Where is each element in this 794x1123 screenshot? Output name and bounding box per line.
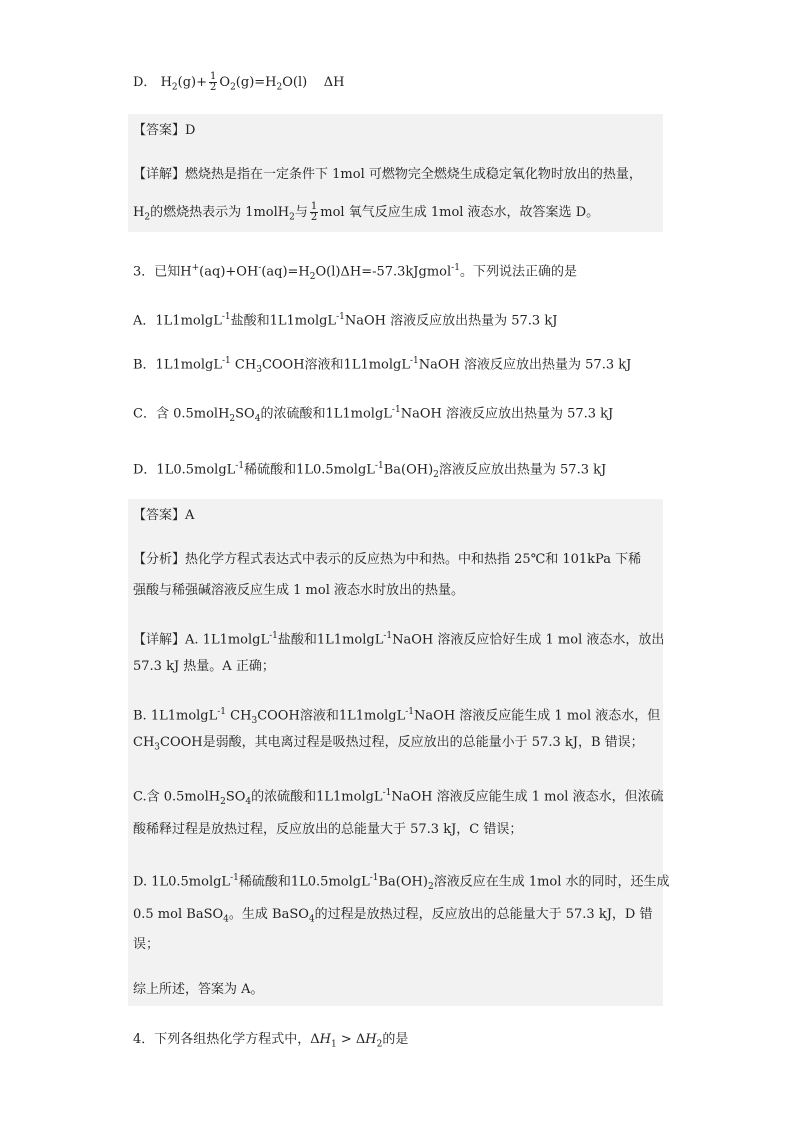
q3-detail-a-line-1: 【详解】A. 1L1molgL$^{-1}$盐酸和1L1molgL$^{-1}$NaOH 溶液反应恰好生成 1 mol 液态水，放出	[133, 631, 665, 648]
fraction: $\frac{1}{2}$	[310, 201, 318, 223]
q3-option-d: D．1L0.5molgL$^{-1}$稀硫酸和$1L0.5molgL^{-1}Ba(OH)_2$溶液反应放出热量为 57.3 kJ	[133, 461, 607, 480]
q3-option-b: B．1L1molgL$^{-1}$ $CH_3COOH$溶液和1L1molgL$^{-1}$NaOH 溶液反应放出热量为 57.3 kJ	[133, 356, 632, 375]
fraction: $\frac{1}{2}$	[210, 71, 217, 93]
q3-detail-d-line-2: 0.5 mol BaSO$_4$。生成 BaSO$_4$的过程是放热过程，反应放出的总能量大于 57.3 kJ，D 错	[133, 907, 653, 925]
q3-option-c: C．含 $0.5molH_2SO_4$的浓硫酸和1L1molgL$^{-1}$NaOH 溶液反应放出热量为 57.3 kJ	[133, 405, 614, 424]
q3-analysis-line-1: 【分析】热化学方程式表达式中表示的反应热为中和热。中和热指 25℃和 101kPa 下稀	[133, 552, 642, 567]
q3-detail-a-line-2: 57.3 kJ 热量。A 正确；	[133, 659, 275, 674]
q3-detail-d-line-1: D. 1L0.5molgL$^{-1}$稀硫酸和$1L0.5molgL^{-1}Ba(OH)_2$溶液反应在生成 1mol 水的同时，还生成	[133, 873, 670, 892]
q3-detail-b-line-1: B. 1L1molgL$^{-1}$ $CH_3COOH$溶液和1L1molgL$^{-1}$NaOH 溶液反应能生成 1 mol 液态水，但	[133, 707, 661, 726]
q3-summary: 综上所述，答案为 A。	[133, 982, 264, 997]
q4-stem: 4．下列各组热化学方程式中，$\Delta H_1 > \Delta H_2$的是	[133, 1032, 409, 1050]
option-label: D．	[133, 75, 157, 90]
q3-detail-d-line-3: 误；	[133, 937, 160, 952]
q2-detail-line-1: 【详解】燃烧热是指在一定条件下 1mol 可燃物完全燃烧生成稳定氧化物时放出的热量，	[133, 167, 642, 182]
q2-detail-line-2: $H_2$的燃烧热表示为 1molH$_2$与 $\frac{1}{2}$ mol 氧气反应生成 1mol 液态水，故答案选 D。	[133, 201, 600, 223]
q3-analysis-line-2: 强酸与稀强碱溶液反应生成 1 mol 液态水时放出的热量。	[133, 583, 464, 598]
q3-answer: 【答案】A	[133, 508, 195, 523]
q3-detail-c-line-2: 酸稀释过程是放热过程，反应放出的总能量大于 57.3 kJ，C 错误；	[133, 822, 523, 837]
q3-stem: 3．已知$H^+(aq)+OH^-(aq)=H_2O(l)\Delta H=-57.3kJgmol^{-1}$。下列说法正确的是	[133, 263, 577, 282]
q3-detail-b-line-2: $CH_3COOH$是弱酸，其电离过程是吸热过程，反应放出的总能量小于 57.3 kJ，B 错误；	[133, 735, 644, 753]
q3-detail-c-line-1: C.含 $0.5molH_2SO_4$的浓硫酸和1L1molgL$^{-1}$NaOH 溶液反应能生成 1 mol 液态水，但浓硫	[133, 788, 664, 807]
q2-option-d: D． $H_2(g)+$ $\frac{1}{2}$ $O_2(g)=H_2O(l)$ ΔH	[133, 71, 345, 93]
q3-option-a: A．1L1molgL$^{-1}$盐酸和1L1molgL$^{-1}$NaOH 溶液反应放出热量为 57.3 kJ	[133, 312, 558, 329]
q2-answer: 【答案】D	[133, 123, 196, 138]
